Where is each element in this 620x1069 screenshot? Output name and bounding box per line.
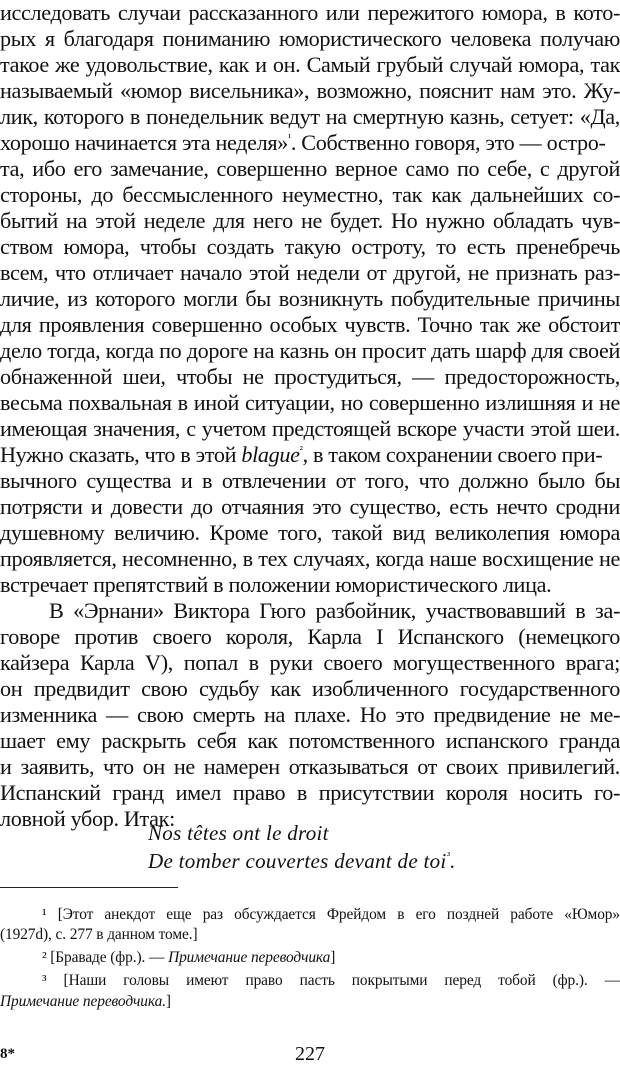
footnote-italic: Примечание переводчика.: [0, 993, 166, 1010]
text-line: для проявления совершенно особых чувств. Точно так же обстоит: [0, 312, 620, 337]
text-line: лик, которого в понедельник ведут на смертную казнь, сетует: «Да,: [0, 104, 620, 129]
footnote-ref: ¹: [287, 132, 291, 144]
footnote-line: (1927d), с. 277 в данном томе.]: [0, 926, 198, 943]
signature-mark: 8*: [0, 1046, 15, 1062]
text-line: [0, 130, 620, 156]
text-line: и заявить, что он не намерен отказываться от своих привилегий.: [0, 754, 620, 779]
footnote-text: ² [Браваде (фр.). —: [42, 949, 169, 966]
text-line: шает ему раскрыть себя как потомственного испанского гранда: [0, 728, 620, 753]
text-line: называемый «юмор висельника», возможно, пояснит нам это. Жу-: [0, 78, 620, 103]
text-line: ством юмора, чтобы создать такую остроту, то есть пренебречь: [0, 234, 620, 259]
text-line: В «Эрнани» Виктора Гюго разбойник, участвовавший в за-: [49, 598, 620, 623]
verse-line: Nos têtes ont le droit: [148, 821, 329, 845]
text-segment: хорошо начинается эта неделя»: [0, 130, 288, 155]
text-line: имеющая значения, с учетом предстоящей вскоре участи этой шеи.: [0, 416, 620, 441]
verse-line: [148, 849, 456, 874]
text-line: говоре против своего короля, Карла I Испанского (немецкого: [0, 624, 620, 649]
italic-term: blague: [241, 442, 300, 467]
text-segment: Нужно сказать, что в этой: [0, 442, 242, 467]
text-line: Испанский гранд имел право в присутствии короля носить го-: [0, 780, 620, 805]
footnote-line: ³ [Наши головы имеют право пасть покрытыми перед тобой (фр.). —: [42, 972, 620, 989]
text-segment: . Собственно говоря, это — остро-: [290, 130, 606, 155]
text-line: исследовать случаи рассказанного или пережитого юмора, в кото-: [0, 0, 620, 25]
text-line: вычного существа и в отвлечении от того, что должно было бы: [0, 468, 620, 493]
text-line: личие, из которого могли бы возникнуть побудительные причины: [0, 286, 620, 311]
verse-text: De tomber couvertes devant de toi: [148, 849, 447, 873]
verse-text: .: [450, 849, 456, 873]
footnote-ref: ²: [299, 444, 303, 456]
text-line: проявляется, несомненно, в тех случаях, когда наше восхищение не: [0, 546, 620, 571]
text-line: [0, 442, 620, 468]
text-line: он предвидит свою судьбу как изобличенного государственного: [0, 676, 620, 701]
footnote-italic: Примечание переводчика: [168, 949, 331, 966]
footnote-line: [0, 948, 620, 968]
text-line: всем, что отличает начало этой недели от другой, не признать раз-: [0, 260, 620, 285]
text-segment: , в таком сохранении своего при-: [302, 442, 603, 467]
text-line: обнаженной шеи, чтобы не простудиться, — предосторожность,: [0, 364, 620, 389]
text-line: такое же удовольствие, как и он. Самый грубый случай юмора, так: [0, 52, 620, 77]
text-line: встречает препятствий в положении юмористического лица.: [0, 572, 552, 597]
text-line: стороны, до бессмысленного неуместно, так как дальнейших со-: [0, 182, 620, 207]
text-line: кайзера Карла V), попал в руки своего могущественного врага;: [0, 650, 620, 675]
text-line: душевному величию. Кроме того, такой вид великолепия юмора: [0, 520, 620, 545]
text-line: ловной убор. Итак:: [0, 806, 175, 831]
page-number: 227: [295, 1043, 325, 1065]
text-line: рых я благодаря пониманию юмористического человека получаю: [0, 26, 620, 51]
text-line: та, ибо его замечание, совершенно верное само по себе, с другой: [0, 156, 620, 181]
footnote-text: ]: [330, 949, 336, 966]
footnote-line: [0, 992, 620, 1012]
footnote-text: ]: [165, 993, 171, 1010]
footnote-separator: [0, 887, 178, 888]
text-line: весьма похвальная в иной ситуации, но совершенно излишняя и не: [0, 390, 620, 415]
text-line: изменника — свою смерть на плахе. Но это предвидение не ме-: [0, 702, 620, 727]
text-line: дело тогда, когда по дороге на казнь он просит дать шарф для своей: [0, 338, 620, 363]
text-line: бытий на этой неделе для него не будет. Но нужно обладать чув-: [0, 208, 620, 233]
text-line: потрясти и довести до отчаяния это существо, есть нечто сродни: [0, 494, 620, 519]
footnote-line: ¹ [Этот анекдот еще раз обсуждается Фрейдом в его поздней работе «Юмор»: [42, 906, 620, 923]
footnote-ref: ³: [446, 850, 451, 862]
